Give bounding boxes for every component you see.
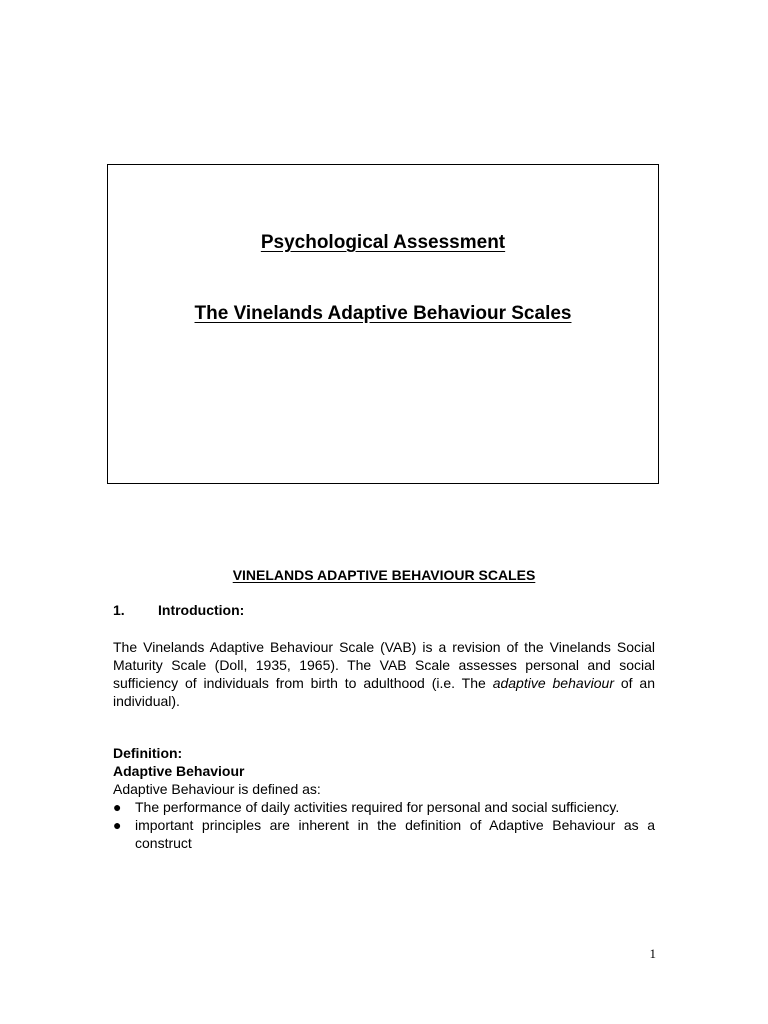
list-item — [113, 798, 655, 816]
page-number: 1 — [649, 946, 656, 961]
bullet-text: The performance of daily activities required for personal and social sufficiency. — [135, 799, 620, 815]
intro-text-start: The Vinelands Adaptive Behaviour Scale (VAB) is a revision of the Vinelands Social Maturity Scale (Doll, 1935, 1965). The VAB Scale assesses personal and social sufficiency of individuals from birth to adulthood (i.e. The — [113, 639, 655, 691]
section-heading: VINELANDS ADAPTIVE BEHAVIOUR SCALES — [232, 567, 536, 583]
definition-bullet-list — [113, 798, 655, 852]
definition-block — [113, 744, 655, 852]
bullet-text: important principles are inherent in the definition of Adaptive Behaviour as a construct — [135, 817, 655, 851]
definition-lead: Adaptive Behaviour is defined as: — [113, 781, 321, 797]
bullet-icon: ● — [113, 817, 122, 833]
title-box — [107, 164, 659, 484]
bullet-icon: ● — [113, 799, 122, 815]
document-title: Psychological Assessment — [260, 232, 506, 253]
section-number: 1. — [113, 602, 125, 618]
numbered-heading — [113, 602, 244, 618]
intro-italic-term: adaptive behaviour — [492, 675, 614, 691]
document-subtitle: The Vinelands Adaptive Behaviour Scales — [194, 303, 572, 324]
definition-term: Adaptive Behaviour — [113, 763, 245, 779]
definition-label: Definition: — [113, 745, 183, 761]
section-subheading: Introduction: — [158, 602, 245, 618]
intro-text-end: of an individual). — [113, 675, 656, 709]
list-item — [113, 816, 655, 852]
intro-paragraph — [113, 638, 655, 710]
